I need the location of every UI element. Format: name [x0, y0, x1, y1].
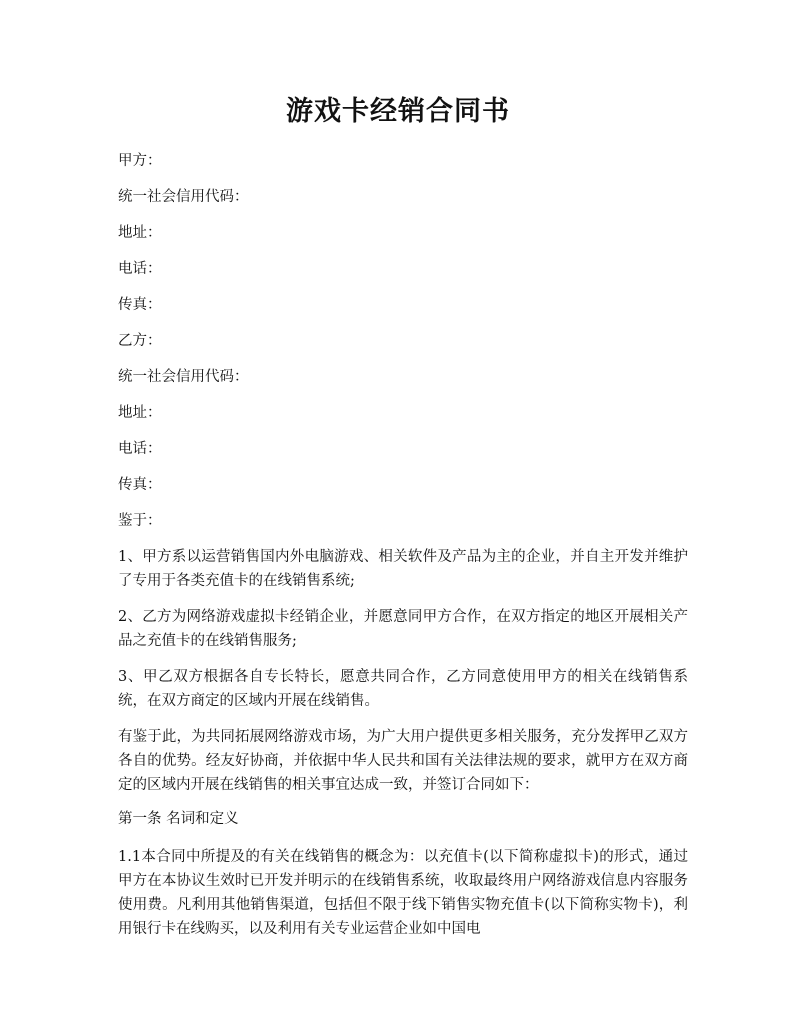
document-title: 游戏卡经销合同书 [286, 96, 510, 127]
preamble-paragraph: 有鉴于此，为共同拓展网络游戏市场，为广大用户提供更多相关服务，充分发挥甲乙双方各自的优势。经友好协商，并依据中华人民共和国有关法律法规的要求，就甲方在双方商定的区域内开展在线销售的相关事宜达成一致，并签订合同如下： [118, 729, 688, 793]
party-b-fax: 传真： [118, 477, 162, 493]
party-b-label: 乙方： [118, 333, 162, 349]
recital-2: 2、乙方为网络游戏虚拟卡经销企业，并愿意同甲方合作，在双方指定的地区开展相关产品之充值卡的在线销售服务; [118, 609, 688, 649]
party-a-phone: 电话： [118, 261, 162, 277]
article-1-heading: 第一条 名词和定义 [118, 811, 239, 827]
party-b-address: 地址： [118, 405, 162, 421]
whereas-label: 鉴于： [118, 513, 162, 529]
recital-3: 3、甲乙双方根据各自专长特长，愿意共同合作，乙方同意使用甲方的相关在线销售系统，在双方商定的区域内开展在线销售。 [118, 669, 688, 709]
party-a-fax: 传真： [118, 297, 162, 313]
party-a-label: 甲方： [118, 153, 162, 169]
clause-1-1: 1.1本合同中所提及的有关在线销售的概念为：以充值卡(以下简称虚拟卡)的形式，通过甲方在本协议生效时已开发并明示的在线销售系统，收取最终用户网络游戏信息内容服务使用费。凡利用其他销售渠道，包括但不限于线下销售实物充值卡(以下简称实物卡)，利用银行卡在线购买，以及利用有关专业运营企业如中国电 [118, 849, 688, 937]
recital-1: 1、甲方系以运营销售国内外电脑游戏、相关软件及产品为主的企业，并自主开发并维护了专用于各类充值卡的在线销售系统; [118, 549, 688, 589]
party-b-credit-code: 统一社会信用代码： [118, 369, 249, 385]
party-a-credit-code: 统一社会信用代码： [118, 189, 249, 205]
party-b-phone: 电话： [118, 441, 162, 457]
party-a-address: 地址： [118, 225, 162, 241]
